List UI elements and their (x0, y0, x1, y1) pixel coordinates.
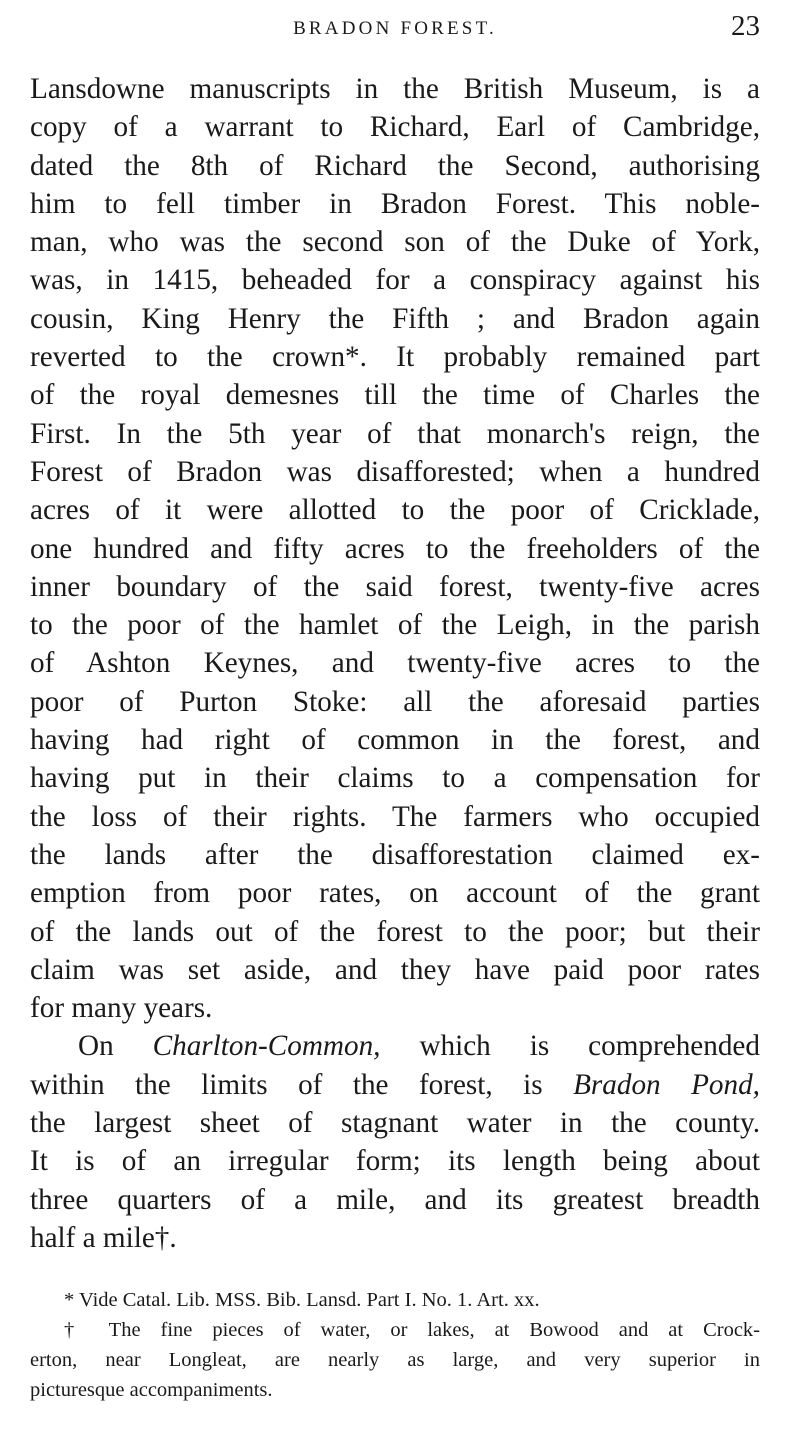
text-line: three quarters of a mile, and its greatest breadth (30, 1183, 760, 1216)
text-run: On (78, 1030, 153, 1063)
footnote-1: * Vide Catal. Lib. MSS. Bib. Lansd. Part I. No. 1. Art. xx. (64, 1289, 540, 1312)
place-name: Charlton-Common, (152, 1030, 381, 1063)
text-line: claim was set aside, and they have paid poor rates (30, 953, 760, 986)
text-line: the lands after the disafforestation claimed ex- (30, 838, 760, 871)
text-line: of the royal demesnes till the time of Charles the (30, 379, 760, 412)
text-line: dated the 8th of Richard the Second, authorising (30, 149, 760, 182)
footnotes (30, 1285, 760, 1405)
text-line: Forest of Bradon was disafforested; when a hundred (30, 455, 760, 488)
paragraph-1 (30, 70, 760, 1027)
text-line: reverted to the crown*. It probably remained part (30, 341, 760, 374)
running-title: BRADON FOREST. (293, 18, 497, 39)
text-run: within the limits of the forest, is (30, 1068, 574, 1101)
footnote-2-line: † The fine pieces of water, or lakes, at Bowood and at Crock- (64, 1319, 760, 1342)
text-line: First. In the 5th year of that monarch's reign, the (30, 417, 760, 450)
text-line: poor of Purton Stoke: all the aforesaid parties (30, 685, 760, 718)
text-line: to the poor of the hamlet of the Leigh, in the parish (30, 609, 760, 642)
text-line: inner boundary of the said forest, twenty-five acres (30, 570, 760, 603)
body-text (30, 70, 760, 1257)
text-line: was, in 1415, beheaded for a conspiracy against his (30, 264, 760, 297)
text-line: man, who was the second son of the Duke of York, (30, 226, 760, 259)
text-line: emption from poor rates, on account of the grant (30, 877, 760, 910)
text-line (30, 1027, 760, 1065)
running-head (30, 0, 760, 58)
paragraph-2 (30, 1027, 760, 1257)
text-run: which is comprehended (380, 1030, 760, 1063)
text-line: of the lands out of the forest to the poor; but their (30, 915, 760, 948)
footnote-2-line: picturesque accompaniments. (30, 1379, 273, 1402)
text-line: of Ashton Keynes, and twenty-five acres to the (30, 647, 760, 680)
text-line: acres of it were allotted to the poor of Cricklade, (30, 494, 760, 527)
text-line: Lansdowne manuscripts in the British Museum, is a (30, 73, 760, 105)
text-line: one hundred and fifty acres to the freeholders of the (30, 532, 760, 565)
text-line: cousin, King Henry the Fifth ; and Bradon again (30, 302, 760, 335)
text-line: having had right of common in the forest, and (30, 724, 760, 757)
footnote-2-line: erton, near Longleat, are nearly as large, and very superior in (30, 1349, 760, 1372)
text-line: copy of a warrant to Richard, Earl of Cambridge, (30, 111, 760, 144)
text-line: having put in their claims to a compensation for (30, 762, 760, 795)
place-name: Bradon Pond, (573, 1068, 760, 1101)
page-number: 23 (731, 10, 760, 42)
text-line (30, 1066, 760, 1104)
text-line: the largest sheet of stagnant water in the county. (30, 1107, 760, 1140)
text-line: the loss of their rights. The farmers who occupied (30, 800, 760, 833)
text-line: half a mile†. (30, 1221, 177, 1254)
text-line: for many years. (30, 992, 213, 1025)
text-line: It is of an irregular form; its length being about (30, 1145, 760, 1178)
text-line: him to fell timber in Bradon Forest. This noble- (30, 187, 760, 220)
